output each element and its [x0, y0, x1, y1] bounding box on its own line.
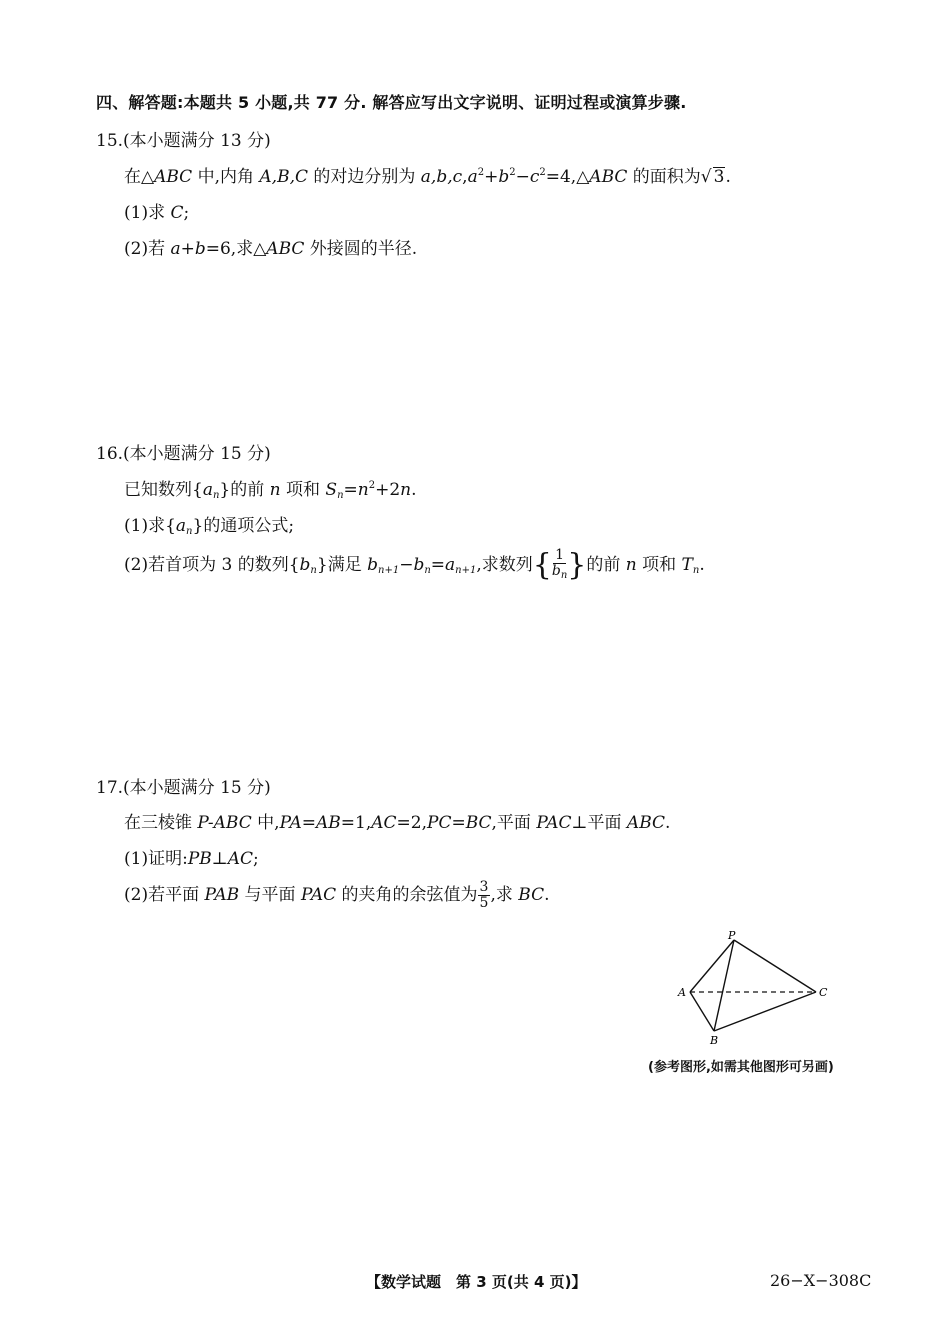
q16-text: }的通项公式; — [192, 516, 295, 536]
q16-part2-label: (2)若首项为 3 的数列{ — [124, 555, 300, 575]
q17-seg-AB: AB — [315, 813, 341, 833]
q16-stem — [124, 475, 417, 501]
fraction-numerator: 3 — [479, 879, 489, 895]
q15-text: =4,△ — [545, 167, 590, 187]
q17-seg-PA: PA — [279, 813, 302, 833]
q16-subscript: n — [560, 570, 568, 581]
q16-subscript: n+1 — [378, 565, 400, 576]
edge-AB — [690, 992, 714, 1031]
q16-var-a: a — [445, 555, 456, 575]
perpendicular-symbol: ⊥ — [211, 849, 228, 869]
q15-text: . — [725, 167, 731, 187]
q16-part1-label: (1)求{ — [124, 516, 176, 536]
q16-text: 项和 — [636, 555, 682, 575]
q15-header: 15.(本小题满分 13 分) — [96, 131, 271, 151]
q17-pyramid: P-ABC — [197, 813, 252, 833]
sqrt-radicand: 3 — [713, 167, 725, 187]
q16-subscript: n — [424, 565, 431, 576]
q16-var-n: n — [357, 480, 369, 500]
q16-exponent: 2 — [368, 480, 376, 491]
fraction-denominator — [552, 564, 567, 583]
exam-code: 26−X−308C — [770, 1271, 872, 1290]
fraction-numerator: 1 — [555, 547, 565, 563]
right-brace: } — [567, 547, 587, 583]
edge-PB — [714, 940, 734, 1031]
q17-text: . — [665, 813, 671, 833]
q16-text: 项和 — [280, 480, 326, 500]
q15-text: 的面积为 — [627, 167, 701, 187]
q17-seg-AC: AC — [371, 813, 397, 833]
q17-text: ,求 — [490, 885, 519, 905]
q15-var-C: C — [170, 203, 184, 223]
q15-text: ; — [183, 203, 190, 223]
q16-text: . — [699, 555, 705, 575]
q15-var-c: c — [529, 167, 540, 187]
q15-triangle: ABC — [589, 167, 628, 187]
section-title: 四、解答题:本题共 5 小题,共 77 分. 解答应写出文字说明、证明过程或演算步骤. — [96, 93, 687, 112]
q16-text: . — [411, 480, 417, 500]
figure-caption: (参考图形,如需其他图形可另画) — [648, 1060, 834, 1075]
q15-part2-label: (2)若 — [124, 239, 171, 259]
q17-seg-AC: AC — [227, 849, 254, 869]
q17-op: = — [301, 813, 316, 833]
q15-text: 外接圆的半径. — [304, 239, 418, 259]
q16-var-b: b — [367, 555, 378, 575]
q15-text: 中,内角 — [192, 167, 260, 187]
q17-text: . — [544, 885, 550, 905]
sqrt-sign: √ — [700, 167, 712, 187]
q16-text: 已知数列{ — [124, 480, 203, 500]
vertex-label-C: C — [819, 986, 828, 999]
q17-text: 中, — [251, 813, 280, 833]
q16-text: }满足 — [316, 555, 368, 575]
q16-text: }的前 — [219, 480, 270, 500]
q17-text: =2, — [396, 813, 427, 833]
q15-op: + — [484, 167, 499, 187]
q17-text: 平面 — [587, 813, 627, 833]
q15-sides: a,b,c — [420, 167, 463, 187]
q16-var-a: a — [175, 516, 187, 536]
q16-var-S: S — [325, 480, 338, 500]
q16-var-b: b — [551, 563, 561, 579]
q16-text: = — [343, 480, 358, 500]
q16-var-T: T — [681, 555, 693, 575]
q15-angles: A,B,C — [259, 167, 308, 187]
page-footer: 【数学试题 第 3 页(共 4 页)】 — [366, 1273, 587, 1291]
q16-text: 的前 — [586, 555, 626, 575]
q15-var-b: b — [498, 167, 510, 187]
fraction-denominator: 5 — [479, 895, 489, 911]
q15-triangle: ABC — [154, 167, 193, 187]
q17-part2 — [124, 880, 550, 911]
q16-subscript: n — [337, 490, 344, 501]
perpendicular-symbol: ⊥ — [571, 813, 588, 833]
q16-text: +2 — [375, 480, 401, 500]
q16-var-n: n — [625, 555, 637, 575]
q17-text: =1, — [340, 813, 372, 833]
edge-BC — [714, 992, 816, 1031]
q16-var-a: a — [202, 480, 213, 500]
q16-part2 — [124, 548, 705, 583]
q15-part1 — [124, 198, 189, 223]
q17-seg-BC: BC — [465, 813, 492, 833]
q16-var-n: n — [400, 480, 412, 500]
q17-text: ; — [253, 849, 259, 869]
q15-op: − — [515, 167, 530, 187]
q17-text: 在三棱锥 — [124, 813, 198, 833]
q17-header: 17.(本小题满分 15 分) — [96, 778, 271, 798]
q17-part1 — [124, 844, 259, 869]
q17-text: ,平面 — [491, 813, 537, 833]
q17-part2-label: (2)若平面 — [124, 885, 205, 905]
q17-op: = — [451, 813, 466, 833]
q17-plane-PAC: PAC — [536, 813, 572, 833]
q15-part2 — [124, 234, 417, 259]
q16-subscript: n — [310, 565, 317, 576]
q16-part1 — [124, 511, 294, 537]
q16-var-b: b — [413, 555, 425, 575]
edge-PC — [734, 940, 816, 992]
q15-text: , — [462, 167, 468, 187]
q15-sum: a+b — [170, 239, 206, 259]
q17-stem — [124, 808, 670, 833]
q15-text: 在△ — [124, 167, 155, 187]
q17-text: 与平面 — [239, 885, 301, 905]
q16-subscript: n — [692, 565, 700, 576]
q15-exponent: 2 — [539, 167, 546, 178]
q17-text: 的夹角的余弦值为 — [336, 885, 478, 905]
q17-plane-PAC: PAC — [300, 885, 337, 905]
q16-header: 16.(本小题满分 15 分) — [96, 444, 271, 464]
vertex-label-B: B — [710, 1034, 719, 1046]
q15-part1-label: (1)求 — [124, 203, 171, 223]
q16-text: ,求数列 — [476, 555, 533, 575]
vertex-label-A: A — [678, 986, 686, 999]
pyramid-figure — [668, 928, 838, 1046]
q16-op: = — [430, 555, 446, 575]
q16-op: − — [399, 555, 414, 575]
left-brace: { — [532, 547, 552, 583]
vertex-label-P: P — [728, 929, 736, 942]
q16-subscript: n — [212, 490, 220, 501]
q17-seg-BC: BC — [518, 885, 545, 905]
q16-var-b: b — [299, 555, 311, 575]
q17-plane-PAB: PAB — [204, 885, 240, 905]
q17-plane-ABC: ABC — [626, 813, 666, 833]
q17-seg-PB: PB — [187, 849, 212, 869]
q16-var-n: n — [269, 480, 281, 500]
q15-triangle: ABC — [266, 239, 305, 259]
q17-seg-PC: PC — [427, 813, 452, 833]
q15-stem — [124, 162, 731, 187]
q16-subscript: n+1 — [455, 565, 477, 576]
edge-PA — [690, 940, 734, 992]
q15-exponent: 2 — [509, 167, 516, 178]
q15-text: =6,求△ — [205, 239, 267, 259]
q15-var-a: a — [467, 167, 478, 187]
q16-subscript: n — [186, 526, 193, 537]
q17-part1-label: (1)证明: — [124, 849, 188, 869]
q15-text: 的对边分别为 — [307, 167, 421, 187]
q17-fraction — [478, 880, 491, 911]
q16-fraction — [552, 548, 567, 583]
q15-exponent: 2 — [477, 167, 485, 178]
